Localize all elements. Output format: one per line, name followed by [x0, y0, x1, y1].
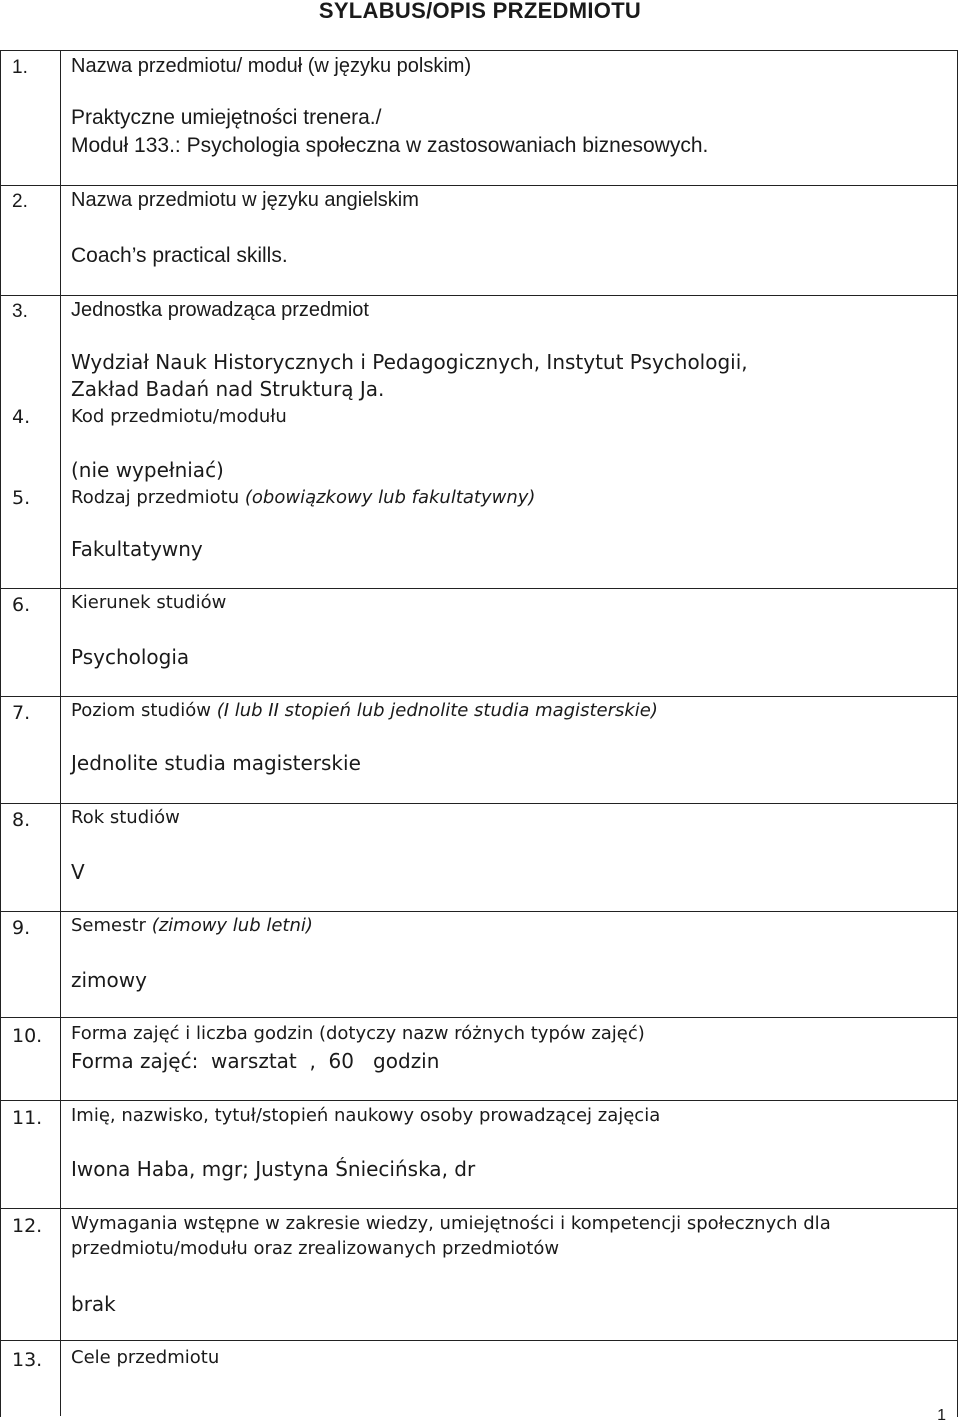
- row-label: Kierunek studiów: [71, 592, 227, 613]
- row-number: 12.: [12, 1215, 43, 1237]
- row-label: Cele przedmiotu: [71, 1347, 220, 1368]
- row-value: V: [71, 860, 85, 884]
- row-label: Semestr (zimowy lub letni): [71, 915, 313, 936]
- row-label: Rodzaj przedmiotu (obowiązkowy lub fakultatywny): [71, 487, 536, 508]
- row-number: 10.: [12, 1025, 43, 1047]
- row-label: Kod przedmiotu/modułu: [71, 406, 287, 427]
- row-value: Jednolite studia magisterskie: [71, 751, 361, 775]
- row-label: Rok studiów: [71, 807, 180, 828]
- row-value: Coach’s practical skills.: [71, 244, 288, 267]
- row-number: 6.: [12, 594, 31, 616]
- row-value: brak: [71, 1292, 116, 1316]
- row-number: 8.: [12, 809, 31, 831]
- row-value: Iwona Haba, mgr; Justyna Śniecińska, dr: [71, 1157, 476, 1181]
- row-number: 2.: [12, 191, 28, 212]
- document-title: SYLABUS/OPIS PRZEDMIOTU: [318, 0, 642, 23]
- row-number: 7.: [12, 702, 31, 724]
- row-number: 4.: [12, 406, 31, 428]
- row-value: Forma zajęć: warsztat , 60 godzin: [71, 1049, 440, 1073]
- row-value: Zakład Badań nad Strukturą Ja.: [71, 377, 385, 401]
- row-label: przedmiotu/modułu oraz zrealizowanych przedmiotów: [71, 1238, 560, 1259]
- row-label: Nazwa przedmiotu w języku angielskim: [71, 189, 419, 211]
- row-label: Nazwa przedmiotu/ moduł (w języku polskim): [71, 55, 472, 77]
- row-value: Psychologia: [71, 645, 190, 669]
- row-value: (nie wypełniać): [71, 458, 224, 482]
- row-label: Poziom studiów (I lub II stopień lub jednolite studia magisterskie): [71, 700, 658, 721]
- row-label: Forma zajęć i liczba godzin (dotyczy nazw różnych typów zajęć): [71, 1023, 645, 1044]
- column-divider: [60, 50, 61, 1416]
- row-divider: [0, 1100, 957, 1101]
- row-number: 5.: [12, 487, 31, 509]
- row-number: 1.: [12, 57, 28, 78]
- row-divider: [0, 1340, 957, 1341]
- row-divider: [0, 185, 957, 186]
- row-value: Fakultatywny: [71, 537, 203, 561]
- row-divider: [0, 803, 957, 804]
- row-number: 13.: [12, 1349, 43, 1371]
- row-value: Wydział Nauk Historycznych i Pedagogicznych, Instytut Psychologii,: [71, 350, 748, 374]
- row-divider: [0, 588, 957, 589]
- row-divider: [0, 911, 957, 912]
- row-value: zimowy: [71, 968, 147, 992]
- row-number: 11.: [12, 1107, 43, 1129]
- row-divider: [0, 295, 957, 296]
- row-divider: [0, 696, 957, 697]
- row-label: Imię, nazwisko, tytuł/stopień naukowy osoby prowadzącej zajęcia: [71, 1105, 661, 1126]
- row-divider: [0, 1208, 957, 1209]
- row-number: 3.: [12, 301, 28, 322]
- row-label: Jednostka prowadząca przedmiot: [71, 299, 369, 321]
- row-value: Moduł 133.: Psychologia społeczna w zastosowaniach biznesowych.: [71, 134, 709, 157]
- row-number: 9.: [12, 917, 31, 939]
- row-label: Wymagania wstępne w zakresie wiedzy, umiejętności i kompetencji społecznych dla: [71, 1213, 831, 1234]
- row-divider: [0, 1017, 957, 1018]
- page-number: 1: [937, 1407, 946, 1424]
- row-value: Praktyczne umiejętności trenera./: [71, 106, 382, 129]
